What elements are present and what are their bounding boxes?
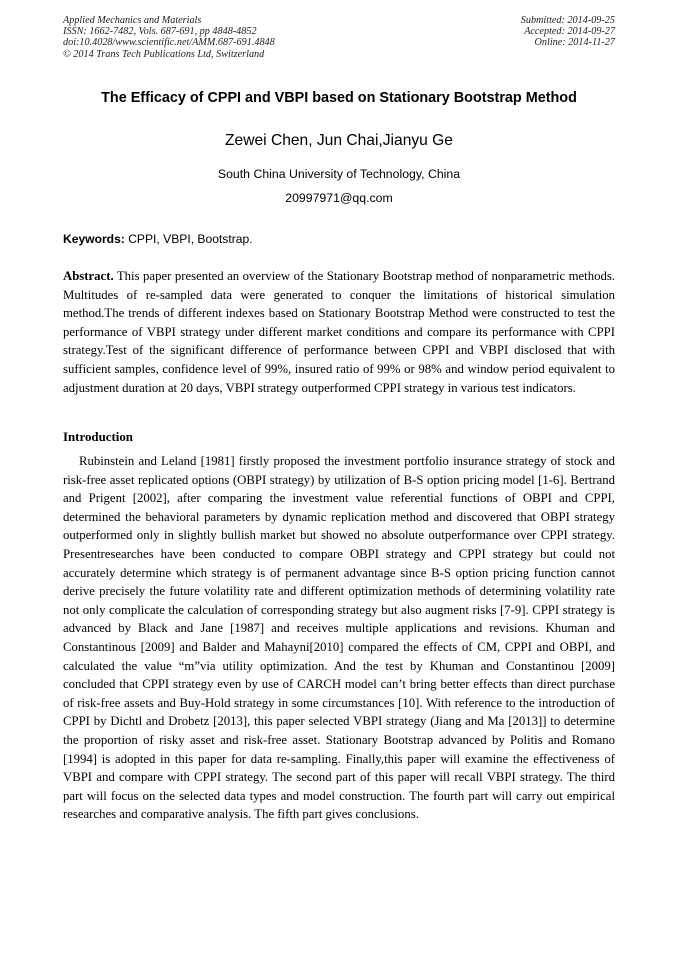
keywords [63,232,615,246]
dates-info [521,15,615,49]
keywords-text: CPPI, VBPI, Bootstrap. [124,232,253,246]
doi-line: doi:10.4028/www.scientific.net/AMM.687-691.4848 [63,37,275,49]
issn-line: ISSN: 1662-7482, Vols. 687-691, pp 4848-4852 [63,26,257,38]
accepted-date: Accepted: 2014-09-27 [524,26,615,38]
email: 20997971@qq.com [285,191,393,205]
paper-title: The Efficacy of CPPI and VBPI based on Stationary Bootstrap Method [101,90,577,106]
online-date: Online: 2014-11-27 [534,37,615,49]
authors: Zewei Chen, Jun Chai,Jianyu Ge [225,132,453,149]
copyright-line: © 2014 Trans Tech Publications Ltd, Switzerland [63,48,265,60]
abstract [63,267,615,397]
journal-name: Applied Mechanics and Materials [63,15,202,26]
abstract-text: This paper presented an overview of the Stationary Bootstrap method of nonparametric methods. Multitudes of re-sampled data were generated to conquer the limitations of historical simulation method.The trends of different indexes based on Stationary Bootstrap Method were constructed to test the performance of VBPI strategy under different market conditions and compare its performance with CPPI strategy.Test of the significant difference of performance between CPPI and VBPI disclosed that with sufficient samples, confidence level of 99%, insured ratio of 99% or 98% and window period equivalent to adjustment duration at 20 days, VBPI strategy outperformed CPPI strategy in various test indicators. [63,269,615,395]
introduction-heading: Introduction [63,430,133,444]
affiliation: South China University of Technology, China [217,167,461,181]
introduction-text: Rubinstein and Leland [1981] firstly proposed the investment portfolio insurance strategy of stock and risk-free asset replicated options (OBPI strategy) by utilization of B-S option pricing model [1-6]. Bertrand and Prigent [2002], after comparing the investment value referential functions of OBPI and CPPI, determined the behavioral parameters by dynamic replication method and discovered that OBPI strategy outperformed only in slightly bullish market but showed no absolute outperformance over CPPI strategy. Presentresearches have been conducted to compare OBPI strategy and CPPI strategy but could not accurately determine which strategy is of permanent advantage since B-S option pricing function cannot derive precisely the future volatility rate and different optimization methods of determining volatility rate not only complicate the calculation of corresponding strategy but also augment risks [7-9]. CPPI strategy is advanced by Black and Jane [1987] and receives multiple applications and revisions. Khuman and Constantinous [2009] and Balder and Mahayni[2010] compared the effects of CM, CPPI and OBPI, and calculated the value “m”via utility optimization. And the test by Khuman and Constantinou [2009] concluded that CPPI strategy even by use of CARCH model can’t bring better effects than direct purchase of risk-free assets and Buy-Hold strategy in some circumstances [10]. With reference to the introduction of CPPI by Dichtl and Drobetz [2013], this paper selected VBPI strategy (Jiang and Ma [2013]] to determine the proportion of risky asset and risk-free asset. Stationary Bootstrap advanced by Politis and Romano [1994] is adopted in this paper for data re-sampling. Finally,this paper will examine the effectiveness of VBPI and compare with CPPI strategy. The second part of this paper will recall VBPI strategy. The third part will focus on the selected data types and model construction. The fourth part will carry out empirical researches and comparative analysis. The fifth part gives conclusions. [63,454,615,822]
journal-info [63,15,275,60]
abstract-label: Abstract. [63,269,114,283]
keywords-label: Keywords: [63,232,125,246]
submitted-date: Submitted: 2014-09-25 [520,15,615,26]
